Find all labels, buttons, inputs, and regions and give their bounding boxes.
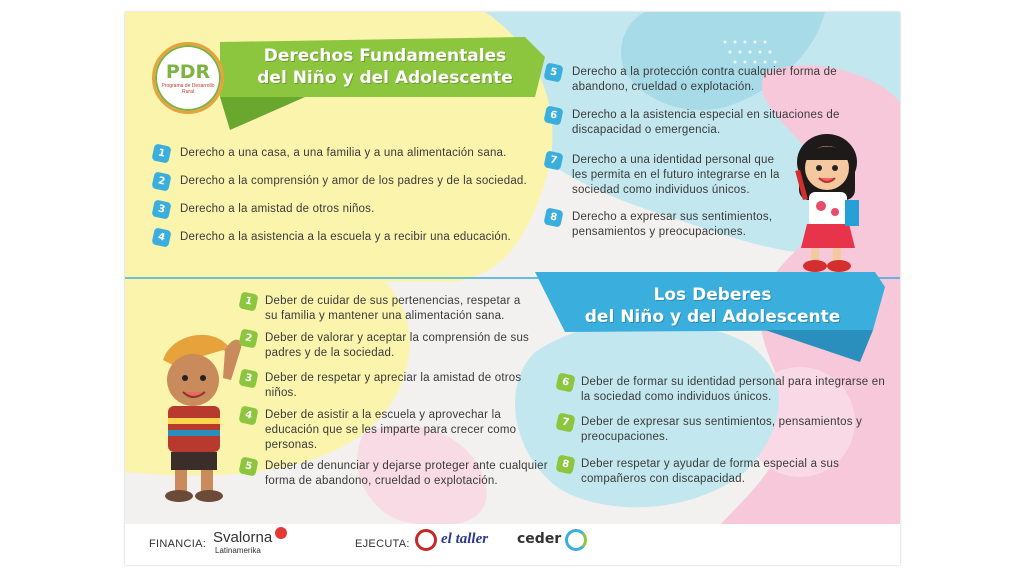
rights-item-number: 5 — [543, 62, 563, 82]
rights-title-line2: del Niño y del Adolescente — [257, 68, 513, 88]
duties-item-number: 2 — [238, 328, 258, 348]
rights-item: Derecho a la asistencia especial en situaciones de discapacidad o emergencia. — [572, 109, 840, 136]
duties-item: Deber de respetar y apreciar la amistad de otros niños. — [265, 372, 522, 399]
rights-item-number: 6 — [543, 105, 563, 125]
ceder-logo — [517, 527, 597, 557]
svalorna-logo — [213, 527, 293, 557]
duties-item: Deber de valorar y aceptar la comprensión de sus padres y de la sociedad. — [265, 332, 530, 359]
el-taller-name: el taller — [441, 531, 489, 547]
rights-item-number: 7 — [543, 150, 563, 170]
rights-item-number: 1 — [151, 143, 171, 163]
duties-item-number: 8 — [555, 454, 575, 474]
ceder-mark-icon — [565, 529, 587, 551]
duties-item: Deber de expresar sus sentimientos, pensamientos y preocupaciones. — [581, 416, 863, 443]
rights-item-number: 2 — [151, 171, 171, 191]
duties-title-line1: Los Deberes — [653, 285, 772, 305]
rights-item-number: 8 — [543, 207, 563, 227]
el-taller-mark-icon — [415, 529, 437, 551]
duties-title — [555, 284, 870, 328]
duties-item-number: 3 — [238, 368, 258, 388]
duties-item: Deber de cuidar de sus pertenencias, respetar a su familia y mantener una alimentación sana. — [265, 295, 521, 322]
financia-label: FINANCIA: — [149, 538, 207, 550]
rights-item: Derecho a expresar sus sentimientos, pensamientos y preocupaciones. — [572, 211, 773, 238]
rights-item: Derecho a una identidad personal que les permita en el futuro integrarse en la sociedad como individuos únicos. — [572, 154, 780, 196]
pdr-logo-acronym: PDR — [165, 61, 211, 83]
duties-title-line2: del Niño y del Adolescente — [584, 307, 841, 327]
duties-item-number: 5 — [238, 456, 258, 476]
rights-title — [235, 45, 535, 89]
rights-item: Derecho a la comprensión y amor de los padres y de la sociedad. — [180, 175, 527, 187]
rights-item-number: 3 — [151, 199, 171, 219]
duties-item: Deber de denunciar y dejarse proteger ante cualquier forma de abandono, crueldad o explotación. — [265, 460, 548, 487]
rights-item-number: 4 — [151, 227, 171, 247]
girl-illustration — [785, 130, 875, 280]
duties-item-number: 6 — [555, 372, 575, 392]
duties-item: Deber de formar su identidad personal para integrarse en la sociedad como individuos únicos. — [581, 376, 885, 403]
el-taller-logo — [415, 527, 510, 555]
rights-item: Derecho a la protección contra cualquier forma de abandono, crueldad o explotación. — [572, 66, 837, 93]
duties-item: Deber de asistir a la escuela y aprovechar la educación que se les imparte para crecer como personas. — [265, 409, 517, 451]
rights-title-line1: Derechos Fundamentales — [263, 46, 507, 66]
svalorna-mark-icon — [275, 527, 287, 539]
boy-illustration — [153, 330, 253, 510]
rights-item: Derecho a la amistad de otros niños. — [180, 203, 375, 215]
pdr-logo — [152, 42, 224, 114]
duties-item-number: 7 — [555, 412, 575, 432]
duties-item-number: 4 — [238, 405, 258, 425]
ceder-name: ceder — [517, 531, 562, 547]
pdr-logo-subtitle: Programa de Desarrollo Rural — [161, 83, 215, 95]
rights-item: Derecho a la asistencia a la escuela y a recibir una educación. — [180, 231, 511, 243]
duties-item: Deber respetar y ayudar de forma especial a sus compañeros con discapacidad. — [581, 458, 840, 485]
ejecuta-label: EJECUTA: — [355, 538, 410, 550]
svalorna-sub: Latinamerika — [215, 546, 261, 555]
duties-item-number: 1 — [238, 291, 258, 311]
poster — [125, 12, 900, 565]
rights-item: Derecho a una casa, a una familia y a una alimentación sana. — [180, 147, 507, 159]
svalorna-name: Svalorna — [213, 529, 273, 546]
